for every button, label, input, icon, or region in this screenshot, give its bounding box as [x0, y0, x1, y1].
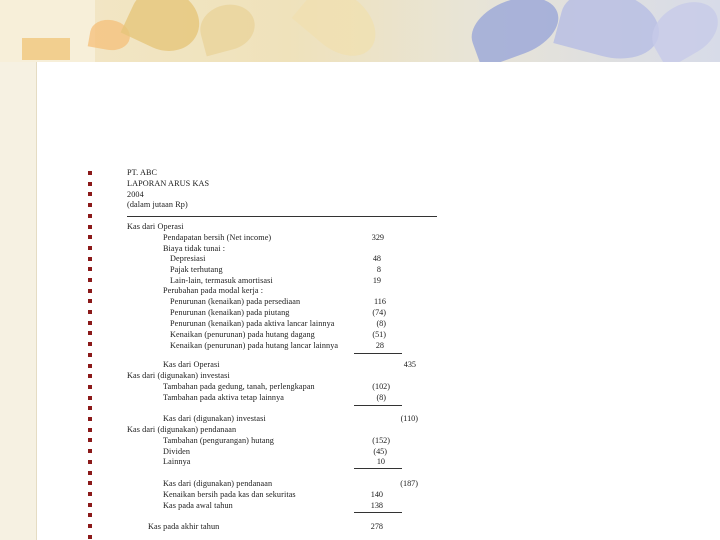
section-heading-operasi: Kas dari Operasi — [127, 222, 184, 231]
bullet-marker — [88, 289, 92, 293]
report-year: 2004 — [127, 190, 144, 199]
depreciation-label: Depresiasi — [170, 254, 206, 263]
receivables-label: Penurunan (kenaikan) pada piutang — [170, 308, 290, 317]
bullet-marker — [88, 492, 92, 496]
ending-cash-label: Kas pada akhir tahun — [148, 522, 220, 531]
subtotal-rule — [354, 512, 402, 513]
bullet-marker — [88, 203, 92, 207]
net-income-label: Pendapatan bersih (Net income) — [163, 233, 272, 242]
other-financing-label: Lainnya — [163, 457, 191, 466]
bullet-marker — [88, 310, 92, 314]
other-current-assets-label: Penurunan (kenaikan) pada aktiva lancar lainnya — [170, 319, 335, 328]
other-fixed-assets-value: (8) — [376, 393, 386, 402]
other-amortization-label: Lain-lain, termasuk amortisasi — [170, 276, 273, 285]
operasi-total-label: Kas dari Operasi — [163, 360, 220, 369]
ppe-additions-label: Tambahan pada gedung, tanah, perlengkapan — [163, 382, 315, 391]
inventory-value: 116 — [374, 297, 386, 306]
section-heading-pendanaan: Kas dari (digunakan) pendanaan — [127, 425, 237, 434]
subtotal-rule — [354, 405, 402, 406]
bullet-marker — [88, 364, 92, 368]
payables-label: Kenaikan (penurunan) pada hutang dagang — [170, 330, 315, 339]
other-current-assets-value: (8) — [376, 319, 386, 328]
bullet-marker — [88, 331, 92, 335]
header-divider — [127, 216, 437, 217]
bullet-marker — [88, 471, 92, 475]
bullet-marker — [88, 503, 92, 507]
section-heading-investasi: Kas dari (digunakan) investasi — [127, 371, 230, 380]
bullet-marker — [88, 481, 92, 485]
net-income-value: 329 — [371, 233, 384, 242]
inventory-label: Penurunan (kenaikan) pada persediaan — [170, 297, 301, 306]
bullet-marker — [88, 374, 92, 378]
vertical-rule — [36, 62, 37, 540]
dividend-label: Dividen — [163, 447, 191, 456]
bullet-marker — [88, 438, 92, 442]
bullet-marker — [88, 246, 92, 250]
decorative-banner — [0, 0, 720, 62]
left-margin-bar — [0, 62, 36, 540]
ppe-additions-value: (102) — [372, 382, 390, 391]
operasi-total-value: 435 — [403, 360, 416, 369]
bullet-marker — [88, 182, 92, 186]
bullet-marker — [88, 257, 92, 261]
net-increase-value: 140 — [370, 490, 383, 499]
working-capital-label: Perubahan pada modal kerja : — [163, 286, 264, 295]
bullet-marker — [88, 449, 92, 453]
pendanaan-total-value: (187) — [400, 479, 418, 488]
bullet-marker — [88, 267, 92, 271]
pendanaan-total-label: Kas dari (digunakan) pendanaan — [163, 479, 273, 488]
bullet-marker — [88, 428, 92, 432]
investasi-total-value: (110) — [400, 414, 418, 423]
bullet-marker — [88, 171, 92, 175]
deferred-tax-label: Pajak terhutang — [170, 265, 223, 274]
bullet-marker — [88, 342, 92, 346]
investasi-total-label: Kas dari (digunakan) investasi — [163, 414, 266, 423]
other-financing-value: 10 — [376, 457, 385, 466]
other-current-liabilities-label: Kenaikan (penurunan) pada hutang lancar lainnya — [170, 341, 339, 350]
bullet-marker — [88, 299, 92, 303]
beginning-cash-label: Kas pada awal tahun — [163, 501, 233, 510]
color-swatch — [22, 38, 70, 60]
bullet-marker — [88, 214, 92, 218]
bullet-marker — [88, 396, 92, 400]
other-amortization-value: 19 — [372, 276, 381, 285]
bullet-marker — [88, 353, 92, 357]
bullet-marker — [88, 321, 92, 325]
depreciation-value: 48 — [372, 254, 381, 263]
bullet-marker — [88, 406, 92, 410]
other-current-liabilities-value: 28 — [375, 341, 384, 350]
debt-change-label: Tambahan (pengurangan) hutang — [163, 436, 274, 445]
subtotal-rule — [354, 353, 402, 354]
receivables-value: (74) — [372, 308, 386, 317]
deferred-tax-value: 8 — [376, 265, 381, 274]
report-title: LAPORAN ARUS KAS — [127, 179, 210, 188]
bullet-marker — [88, 524, 92, 528]
payables-value: (51) — [372, 330, 386, 339]
bullet-marker — [88, 535, 92, 539]
ending-cash-value: 278 — [370, 522, 383, 531]
bullet-marker — [88, 225, 92, 229]
non-cash-label: Biaya tidak tunai : — [163, 244, 226, 253]
beginning-cash-value: 138 — [370, 501, 383, 510]
bullet-marker — [88, 385, 92, 389]
dividend-value: (45) — [373, 447, 387, 456]
bullet-marker — [88, 192, 92, 196]
report-unit: (dalam jutaan Rp) — [127, 200, 188, 209]
bullet-marker — [88, 513, 92, 517]
bullet-marker — [88, 460, 92, 464]
company-name: PT. ABC — [127, 168, 158, 177]
other-fixed-assets-label: Tambahan pada aktiva tetap lainnya — [163, 393, 285, 402]
bullet-marker — [88, 417, 92, 421]
net-increase-label: Kenaikan bersih pada kas dan sekuritas — [163, 490, 296, 499]
bullet-marker — [88, 278, 92, 282]
bullet-marker — [88, 235, 92, 239]
subtotal-rule — [354, 468, 402, 469]
debt-change-value: (152) — [372, 436, 390, 445]
